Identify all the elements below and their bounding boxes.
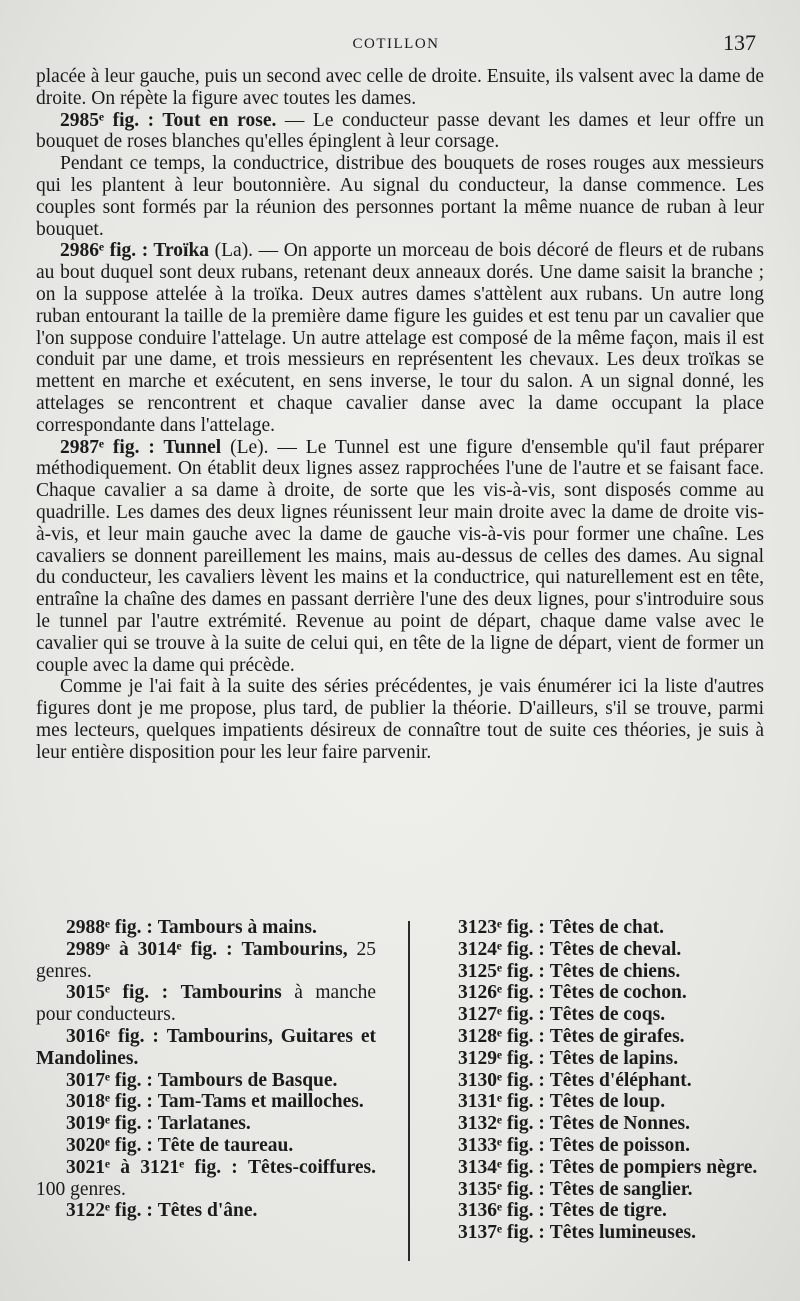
figure-number: 3125ᵉ fig. :	[458, 960, 545, 982]
paragraph-signal: Pendant ce temps, la conductrice, distribue des bouquets de roses rouges aux messieurs qui les plantent à leur boutonnière. Au signal du conducteur, la danse commence. Les couples sont formés par la réunion des personnes portant la même nuance de ruban à leur bouquet.	[36, 153, 764, 240]
figure-number: 3126ᵉ fig. :	[458, 982, 545, 1004]
page-header	[36, 30, 756, 60]
figure-number: 3132ᵉ fig. :	[458, 1113, 545, 1135]
list-item	[36, 982, 376, 1026]
figure-number: 2988ᵉ fig. :	[66, 917, 153, 938]
running-head: COTILLON	[352, 36, 440, 52]
figure-number: 3020ᵉ fig. :	[66, 1134, 153, 1156]
figure-number: 3135ᵉ fig. :	[458, 1178, 545, 1200]
figure-list-right	[438, 917, 766, 1244]
figure-title: Têtes d'âne.	[157, 1200, 258, 1222]
figure-title: Têtes de cheval.	[549, 938, 682, 960]
list-item	[438, 1070, 766, 1092]
list-item	[36, 1113, 376, 1135]
page-body	[36, 66, 764, 764]
figure-number: 3123ᵉ fig. :	[458, 917, 545, 938]
list-item	[36, 1200, 376, 1222]
figure-number: 3134ᵉ fig. :	[458, 1156, 545, 1178]
list-item	[438, 1026, 766, 1048]
list-item	[438, 1113, 766, 1135]
figure-title: Têtes de pompiers nègre.	[549, 1156, 758, 1178]
list-item	[438, 982, 766, 1004]
figure-number: 2989ᵉ à 3014ᵉ fig. :	[66, 938, 233, 960]
list-item	[36, 1026, 376, 1070]
figure-title: Tambourins,	[241, 938, 348, 960]
figure-number: 3018ᵉ fig. :	[66, 1091, 153, 1113]
figure-list-left	[36, 917, 376, 1222]
figure-title: Têtes de loup.	[549, 1091, 666, 1113]
figure-number: 3131ᵉ fig. :	[458, 1091, 545, 1113]
fig-2985-label: 2985ᵉ fig. : Tout en rose.	[60, 109, 277, 131]
list-item	[438, 917, 766, 939]
figure-title: Têtes de chat.	[549, 917, 664, 938]
fig-2987-text: (Le). — Le Tunnel est une figure d'ensemble qu'il faut préparer méthodiquement. On établit deux lignes assez rapprochées l'une de l'autre et se faisant face. Chaque cavalier a sa dame à droite, de sorte que les vis-à-vis, sont disposés comme au quadrille. Les dames des deux lignes réunissent leur main droite avec la dame de droite vis-à-vis, et leur main gauche avec la dame de gauche vis-à-vis pour former une chaîne. Les cavaliers se donnent pareillement les mains, mais au-dessus de celles des dames. Au signal du conducteur, les cavaliers lèvent les mains et la conductrice, qui naturellement est en tête, entraîne la chaîne des dames en passant derrière l'une des deux lignes, pour s'introduire sous le tunnel par l'autre extrémité. Revenue au point de départ, chaque dame valse avec le cavalier qui se trouve à la suite de celui qui, en tête de la ligne de départ, vient de former un couple avec la dame qui précède.	[36, 436, 764, 676]
figure-title: Têtes-coiffures.	[248, 1156, 377, 1178]
list-item	[438, 1179, 766, 1201]
fig-2986-text: (La). — On apporte un morceau de bois décoré de fleurs et de rubans au bout duquel sont deux rubans, retenant deux anneaux dorés. Une dame saisit la branche ; on la suppose attelée à la troïka. Deux autres dames s'attèlent aux rubans. Un autre long ruban entourant la taille de la première dame figure les guides et est tenu par un cavalier que l'on suppose conduire l'attelage. Un autre attelage est composé de la même façon, mais il est conduit par une dame, et trois messieurs en représentent les chevaux. Les deux troïkas se mettent en marche et exécutent, en sens inverse, le tour du salon. A un signal donné, les attelages se rencontrent et chaque cavalier danse avec la dame occupant la place correspondante dans l'attelage.	[36, 240, 764, 436]
figure-number: 3015ᵉ fig. :	[66, 982, 169, 1004]
figure-extra: à manche pour conducteurs.	[36, 982, 377, 1026]
figure-title: Têtes lumineuses.	[549, 1222, 696, 1244]
figure-number: 3127ᵉ fig. :	[458, 1004, 545, 1026]
list-item	[36, 939, 376, 983]
figure-number: 3130ᵉ fig. :	[458, 1069, 545, 1091]
figure-number: 3122ᵉ fig. :	[66, 1200, 153, 1222]
list-item	[36, 1091, 376, 1113]
figure-title: Tête de taureau.	[157, 1134, 294, 1156]
figure-title: Têtes de coqs.	[549, 1004, 666, 1026]
figure-extra: 100 genres.	[36, 1178, 126, 1200]
figure-number: 3019ᵉ fig. :	[66, 1113, 153, 1135]
list-item	[438, 1222, 766, 1244]
figure-number: 3136ᵉ fig. :	[458, 1200, 545, 1222]
page-number: 137	[723, 30, 756, 55]
paragraph-list-intro: Comme je l'ai fait à la suite des séries précédentes, je vais énumérer ici la liste d'autres figures dont je me propose, plus tard, de publier la théorie. D'ailleurs, s'il se trouve, parmi mes lecteurs, quelques impatients désireux de connaître tout de suite ces théories, je suis à leur entière disposition pour les leur faire parvenir.	[36, 676, 764, 763]
fig-2985-text: — Le conducteur passe devant les dames et leur offre un bouquet de roses blanches qu'elles épinglent à leur corsage.	[36, 109, 765, 153]
list-item	[438, 1157, 766, 1179]
figure-title: Têtes de Nonnes.	[549, 1113, 690, 1135]
figure-title: Tambourins	[180, 982, 282, 1004]
list-item	[438, 1200, 766, 1222]
figure-number: 3137ᵉ fig. :	[458, 1222, 545, 1244]
figure-title: Tam-Tams et mailloches.	[157, 1091, 364, 1113]
column-divider	[408, 921, 410, 1261]
figure-title: Têtes de cochon.	[549, 982, 687, 1004]
paragraph-fig-2987	[36, 437, 764, 677]
list-item	[36, 917, 376, 939]
fig-2986-label: 2986ᵉ fig. : Troïka	[60, 240, 210, 262]
paragraph-fig-2986	[36, 240, 764, 436]
figure-title: Têtes de tigre.	[549, 1200, 667, 1222]
figure-title: Têtes de poisson.	[549, 1134, 691, 1156]
paragraph-continued: placée à leur gauche, puis un second avec celle de droite. Ensuite, ils valsent avec la dame de droite. On répète la figure avec toutes les dames.	[36, 66, 764, 109]
list-item	[438, 939, 766, 961]
list-item	[438, 1135, 766, 1157]
figure-title: Tambours à mains.	[157, 917, 317, 938]
list-item	[36, 1135, 376, 1157]
figure-number: 3021ᵉ à 3121ᵉ fig. :	[66, 1156, 238, 1178]
figure-number: 3128ᵉ fig. :	[458, 1025, 545, 1047]
figure-number: 3124ᵉ fig. :	[458, 938, 545, 960]
figure-number: 3016ᵉ fig. :	[66, 1025, 159, 1047]
list-item	[36, 1157, 376, 1201]
figure-number: 3133ᵉ fig. :	[458, 1134, 545, 1156]
list-item	[36, 1070, 376, 1092]
figure-title: Tambours de Basque.	[157, 1069, 338, 1091]
paragraph-fig-2985	[36, 110, 764, 154]
list-item	[438, 1004, 766, 1026]
figure-title: Têtes de girafes.	[549, 1025, 685, 1047]
figure-title: Têtes de lapins.	[549, 1047, 679, 1069]
figure-title: Têtes d'éléphant.	[549, 1069, 692, 1091]
list-item	[438, 961, 766, 983]
figure-extra: 25 genres.	[36, 938, 377, 982]
figure-title: Tarlatanes.	[157, 1113, 251, 1135]
figure-number: 3017ᵉ fig. :	[66, 1069, 153, 1091]
figure-lists	[36, 917, 764, 1267]
figure-title: Têtes de chiens.	[549, 960, 681, 982]
figure-title: Têtes de sanglier.	[549, 1178, 693, 1200]
figure-title: Tambourins, Guitares et Mandolines.	[36, 1025, 377, 1069]
list-item	[438, 1091, 766, 1113]
figure-number: 3129ᵉ fig. :	[458, 1047, 545, 1069]
fig-2987-label: 2987ᵉ fig. : Tunnel	[60, 436, 222, 458]
list-item	[438, 1048, 766, 1070]
